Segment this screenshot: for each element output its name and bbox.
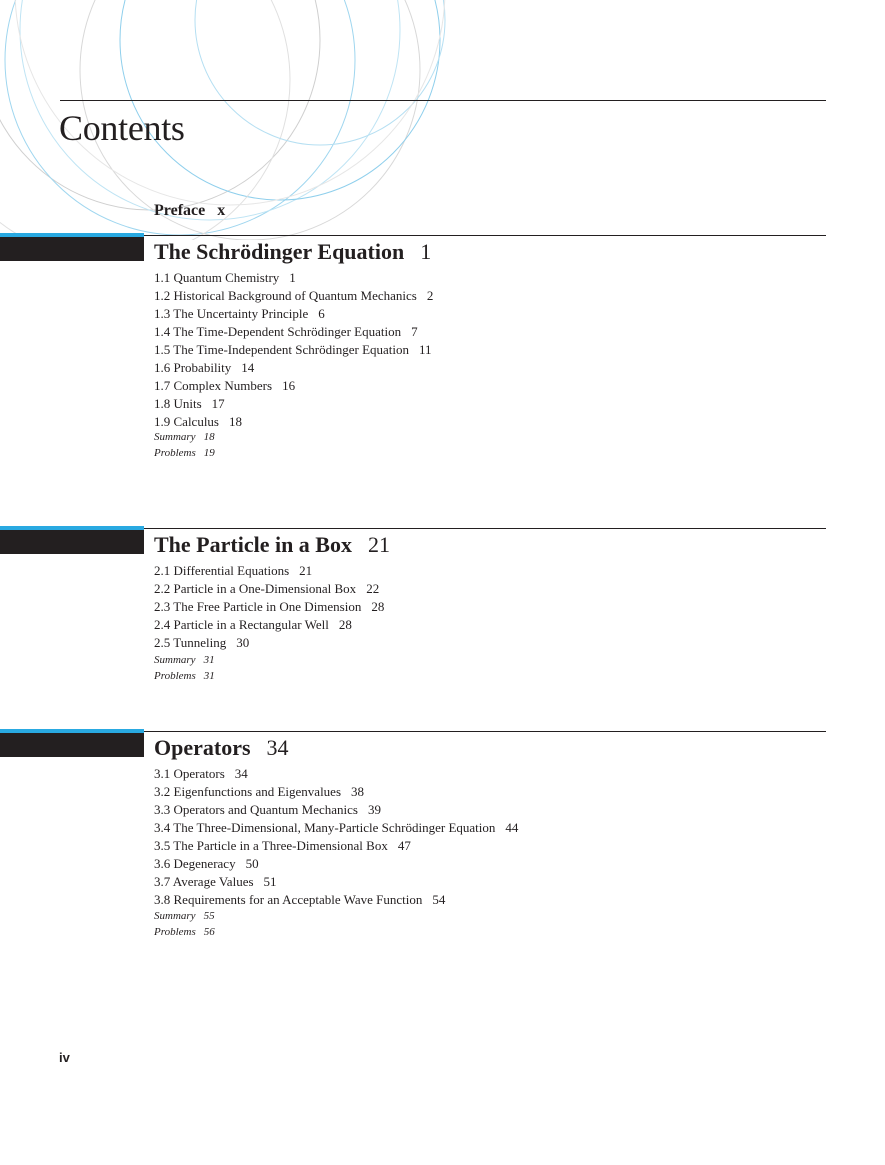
section-page: 1 xyxy=(289,270,296,285)
section-text: 2.3 The Free Particle in One Dimension xyxy=(154,599,362,614)
section-text: 2.4 Particle in a Rectangular Well xyxy=(154,617,329,632)
chapter-title[interactable] xyxy=(154,239,431,265)
section-text: 1.9 Calculus xyxy=(154,414,219,429)
section-page: 21 xyxy=(299,563,313,578)
section-page: 39 xyxy=(367,802,381,817)
extra-page: 19 xyxy=(203,446,215,459)
section-entry[interactable] xyxy=(154,819,518,837)
section-page: 50 xyxy=(245,856,259,871)
section-text: 1.2 Historical Background of Quantum Mechanics xyxy=(154,288,417,303)
summary-entry[interactable] xyxy=(154,430,215,446)
chapter-tab xyxy=(0,733,144,757)
section-entry[interactable] xyxy=(154,287,433,305)
preface-entry[interactable] xyxy=(154,202,225,220)
section-entry[interactable] xyxy=(154,801,518,819)
preface-label: Preface xyxy=(154,202,206,219)
page-number: iv xyxy=(59,1050,70,1065)
section-text: 1.3 The Uncertainty Principle xyxy=(154,306,309,321)
page-title: Contents xyxy=(59,108,185,148)
chapter-title-text: The Particle in a Box xyxy=(154,532,352,557)
section-page: 54 xyxy=(432,892,446,907)
section-entry[interactable] xyxy=(154,413,433,431)
chapter-title[interactable] xyxy=(154,735,289,761)
section-entry[interactable] xyxy=(154,891,518,909)
section-text: 3.2 Eigenfunctions and Eigenvalues xyxy=(154,784,342,799)
section-entry[interactable] xyxy=(154,395,433,413)
section-text: 3.3 Operators and Quantum Mechanics xyxy=(154,802,358,817)
section-page: 47 xyxy=(397,838,411,853)
summary-entry[interactable] xyxy=(154,909,215,925)
preface-page: x xyxy=(217,202,226,219)
section-list xyxy=(154,562,384,652)
chapter-label: Chapter 1 xyxy=(811,241,869,256)
section-page: 18 xyxy=(229,414,242,429)
extra-text: Problems xyxy=(154,925,196,938)
extras-list xyxy=(154,909,215,940)
section-entry[interactable] xyxy=(154,634,384,652)
section-entry[interactable] xyxy=(154,377,433,395)
extra-page: 31 xyxy=(203,654,215,666)
section-text: 2.5 Tunneling xyxy=(154,635,227,650)
section-entry[interactable] xyxy=(154,269,433,287)
chapter-tab xyxy=(0,530,144,554)
section-entry[interactable] xyxy=(154,305,433,323)
extra-page: 55 xyxy=(203,910,215,922)
chapter-title-text: The Schrödinger Equation xyxy=(154,239,405,264)
chapter-rule xyxy=(144,731,826,732)
extra-text: Problems xyxy=(154,669,196,682)
section-page: 6 xyxy=(318,306,325,321)
section-page: 34 xyxy=(234,766,248,781)
section-entry[interactable] xyxy=(154,580,384,598)
chapter-page: 1 xyxy=(420,239,432,264)
section-entry[interactable] xyxy=(154,598,384,616)
section-text: 1.5 The Time-Independent Schrödinger Equation xyxy=(154,342,410,357)
section-page: 16 xyxy=(282,378,296,393)
problems-entry[interactable] xyxy=(154,446,215,462)
section-text: 2.1 Differential Equations xyxy=(154,563,290,578)
extra-text: Summary xyxy=(154,431,196,443)
section-text: 1.6 Probability xyxy=(154,360,232,375)
chapter-title[interactable] xyxy=(154,532,390,558)
section-entry[interactable] xyxy=(154,341,433,359)
section-page: 30 xyxy=(236,635,250,650)
section-page: 7 xyxy=(411,324,418,339)
section-page: 14 xyxy=(241,360,255,375)
section-page: 17 xyxy=(211,396,225,411)
section-list xyxy=(154,269,433,431)
section-entry[interactable] xyxy=(154,855,518,873)
chapter-label: Chapter 3 xyxy=(811,737,869,752)
section-entry[interactable] xyxy=(154,359,433,377)
section-text: 3.7 Average Values xyxy=(154,874,254,889)
chapter-page: 21 xyxy=(367,532,390,557)
extra-text: Problems xyxy=(154,446,196,459)
summary-entry[interactable] xyxy=(154,653,215,669)
chapter-page: 34 xyxy=(266,735,289,760)
problems-entry[interactable] xyxy=(154,669,215,685)
arc-8 xyxy=(15,0,445,205)
section-text: 3.6 Degeneracy xyxy=(154,856,236,871)
extras-list xyxy=(154,653,215,684)
chapter-label: Chapter 2 xyxy=(811,534,869,549)
section-page: 11 xyxy=(419,342,432,357)
section-page: 51 xyxy=(263,874,277,889)
extra-page: 18 xyxy=(203,431,215,443)
section-text: 1.8 Units xyxy=(154,396,202,411)
problems-entry[interactable] xyxy=(154,925,215,941)
extra-text: Summary xyxy=(154,654,196,666)
section-text: 3.4 The Three-Dimensional, Many-Particle Schrödinger Equation xyxy=(154,820,496,835)
top-rule xyxy=(60,100,826,101)
section-page: 22 xyxy=(366,581,380,596)
section-entry[interactable] xyxy=(154,783,518,801)
section-entry[interactable] xyxy=(154,873,518,891)
extra-page: 31 xyxy=(203,669,215,682)
section-text: 3.5 The Particle in a Three-Dimensional Box xyxy=(154,838,388,853)
section-text: 1.1 Quantum Chemistry xyxy=(154,270,280,285)
chapter-tab xyxy=(0,237,144,261)
section-page: 2 xyxy=(426,288,434,303)
section-entry[interactable] xyxy=(154,765,518,783)
section-text: 3.8 Requirements for an Acceptable Wave Function xyxy=(154,892,423,907)
extras-list xyxy=(154,430,215,461)
section-entry[interactable] xyxy=(154,562,384,580)
section-page: 28 xyxy=(371,599,385,614)
chapter-rule xyxy=(144,528,826,529)
section-page: 44 xyxy=(505,820,519,835)
arc-7 xyxy=(195,0,445,145)
section-list xyxy=(154,765,518,909)
extra-page: 56 xyxy=(203,925,215,938)
section-entry[interactable] xyxy=(154,323,433,341)
section-text: 1.4 The Time-Dependent Schrödinger Equation xyxy=(154,324,402,339)
section-entry[interactable] xyxy=(154,616,384,634)
chapter-rule xyxy=(144,235,826,236)
extra-text: Summary xyxy=(154,910,196,922)
section-page: 38 xyxy=(351,784,365,799)
section-page: 28 xyxy=(338,617,352,632)
section-entry[interactable] xyxy=(154,837,518,855)
chapter-title-text: Operators xyxy=(154,735,251,760)
section-text: 2.2 Particle in a One-Dimensional Box xyxy=(154,581,357,596)
section-text: 3.1 Operators xyxy=(154,766,225,781)
section-text: 1.7 Complex Numbers xyxy=(154,378,273,393)
